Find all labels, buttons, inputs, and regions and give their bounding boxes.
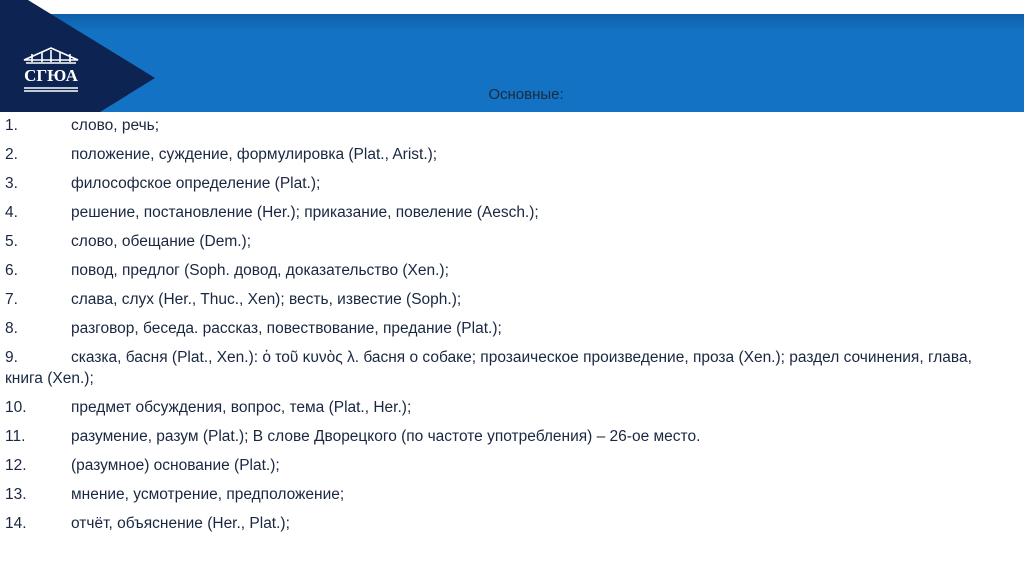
list-item [5,144,1005,165]
slide-title: Основные: [488,86,564,103]
item-number: 3. [5,175,18,192]
item-number: 12. [5,457,27,474]
item-text: разумение, разум (Plat.); В слове Дворецкого (по частоте употребления) – 26-ое место. [71,428,701,445]
item-number: 10. [5,399,27,416]
item-number: 6. [5,262,18,279]
item-number: 14. [5,515,27,532]
definition-list [5,115,1005,542]
item-text: отчёт, объяснение (Her., Plat.); [71,515,290,532]
item-number: 5. [5,233,18,250]
item-text: разговор, беседа. рассказ, повествование, предание (Plat.); [71,320,502,337]
item-number: 2. [5,146,18,163]
list-item [5,426,1005,447]
item-text: положение, суждение, формулировка (Plat., Arist.); [71,146,438,163]
item-number: 8. [5,320,18,337]
item-text: сказка, басня (Plat., Xen.): ὁ τοῦ κυνὸς λ. басня о собаке; прозаическое произведение, проза (Xen.); раздел сочинения, глава, книга (Xen.); [5,349,972,387]
list-item [5,202,1005,223]
list-item [5,260,1005,281]
item-text: (разумное) основание (Plat.); [71,457,280,474]
item-text: предмет обсуждения, вопрос, тема (Plat., Her.); [71,399,412,416]
item-text: слава, слух (Her., Thuc., Xen); весть, известие (Soph.); [71,291,462,308]
item-text: решение, постановление (Her.); приказание, повеление (Aesch.); [71,204,539,221]
logo-text: СГЮА [24,66,78,85]
list-item [5,484,1005,505]
item-text: мнение, усмотрение, предположение; [71,486,345,503]
item-number: 1. [5,117,18,134]
item-number: 7. [5,291,18,308]
list-item [5,173,1005,194]
item-number: 11. [5,428,26,445]
list-item [5,455,1005,476]
list-item [5,318,1005,339]
list-item [5,397,1005,418]
list-item [5,289,1005,310]
item-text: повод, предлог (Soph. довод, доказательство (Xen.); [71,262,449,279]
list-item [5,115,1005,136]
item-text: философское определение (Plat.); [71,175,321,192]
item-number: 9. [5,349,18,366]
item-number: 4. [5,204,18,221]
list-item [5,231,1005,252]
list-item [5,347,1005,389]
item-text: слово, речь; [71,117,160,134]
item-text: слово, обещание (Dem.); [71,233,252,250]
item-number: 13. [5,486,27,503]
list-item [5,513,1005,534]
